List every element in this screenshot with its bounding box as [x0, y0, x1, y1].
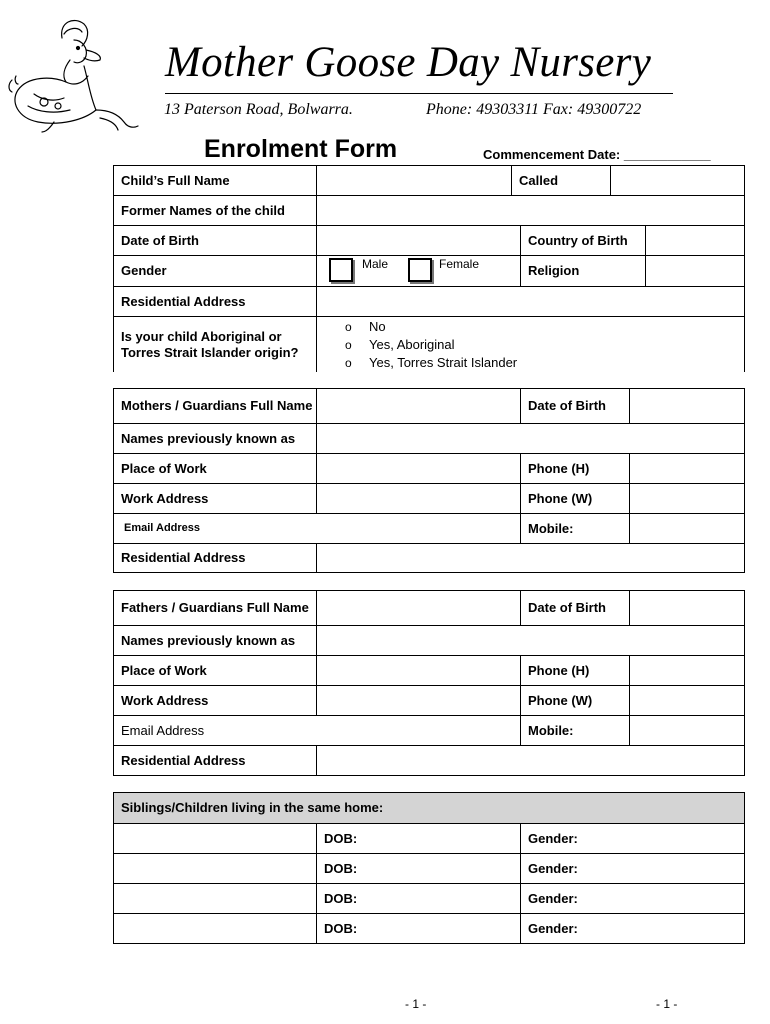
- mother-full-name-label: Mothers / Guardians Full Name: [113, 388, 317, 424]
- org-address: 13 Paterson Road, Bolwarra.: [164, 101, 353, 118]
- sibling-3-name-input[interactable]: [113, 883, 317, 914]
- sibling-4-name-input[interactable]: [113, 913, 317, 944]
- father-phone-h-input[interactable]: [629, 655, 745, 686]
- male-checkbox[interactable]: [329, 258, 353, 282]
- mother-goose-logo-icon: [4, 10, 154, 135]
- father-dob-label: Date of Birth: [520, 590, 630, 626]
- female-label: Female: [439, 257, 480, 271]
- mother-work-address-label: Work Address: [113, 483, 317, 514]
- mother-prev-names-input[interactable]: [316, 423, 745, 454]
- child-full-name-input[interactable]: [316, 165, 512, 196]
- gender-label: Gender: [113, 255, 317, 287]
- aboriginal-option-no[interactable]: o No: [345, 319, 386, 334]
- mother-prev-names-label: Names previously known as: [113, 423, 317, 454]
- father-dob-input[interactable]: [629, 590, 745, 626]
- org-phone-fax: Phone: 49303311 Fax: 49300722: [426, 101, 642, 118]
- father-phone-w-input[interactable]: [629, 685, 745, 716]
- father-prev-names-input[interactable]: [316, 625, 745, 656]
- father-work-place-input[interactable]: [316, 655, 521, 686]
- child-residential-label: Residential Address: [113, 286, 317, 317]
- aboriginal-option-aboriginal[interactable]: o Yes, Aboriginal: [345, 337, 455, 352]
- mother-dob-label: Date of Birth: [520, 388, 630, 424]
- child-full-name-label: Child’s Full Name: [113, 165, 317, 196]
- father-work-place-label: Place of Work: [113, 655, 317, 686]
- father-work-address-input[interactable]: [316, 685, 521, 716]
- country-of-birth-input[interactable]: [645, 225, 745, 256]
- father-mobile-label: Mobile:: [520, 715, 630, 746]
- sibling-1-gender[interactable]: Gender:: [520, 823, 745, 854]
- mother-work-place-input[interactable]: [316, 453, 521, 484]
- mother-dob-input[interactable]: [629, 388, 745, 424]
- child-residential-input[interactable]: [316, 286, 745, 317]
- sibling-2-dob[interactable]: DOB:: [316, 853, 521, 884]
- male-label: Male: [362, 257, 389, 271]
- called-label: Called: [511, 165, 611, 196]
- child-dob-input[interactable]: [316, 225, 521, 256]
- father-phone-w-label: Phone (W): [520, 685, 630, 716]
- sibling-1-name-input[interactable]: [113, 823, 317, 854]
- page-number-center: - 1 -: [405, 997, 427, 1011]
- aboriginal-option-torres-strait[interactable]: o Yes, Torres Strait Islander: [345, 355, 518, 370]
- religion-input[interactable]: [645, 255, 745, 287]
- sibling-2-gender[interactable]: Gender:: [520, 853, 745, 884]
- mother-phone-w-label: Phone (W): [520, 483, 630, 514]
- father-mobile-input[interactable]: [629, 715, 745, 746]
- form-title: Enrolment Form: [204, 135, 398, 163]
- called-input[interactable]: [610, 165, 745, 196]
- mother-work-place-label: Place of Work: [113, 453, 317, 484]
- mother-full-name-input[interactable]: [316, 388, 521, 424]
- religion-label: Religion: [520, 255, 646, 287]
- org-name: Mother Goose Day Nursery: [165, 39, 652, 86]
- former-names-input[interactable]: [316, 195, 745, 226]
- father-full-name-input[interactable]: [316, 590, 521, 626]
- child-dob-label: Date of Birth: [113, 225, 317, 256]
- father-residential-input[interactable]: [316, 745, 745, 776]
- commencement-date-field[interactable]: Commencement Date: ____________: [483, 147, 711, 162]
- father-prev-names-label: Names previously known as: [113, 625, 317, 656]
- header-rule: [165, 93, 673, 94]
- mother-residential-label: Residential Address: [113, 543, 317, 573]
- mother-phone-h-input[interactable]: [629, 453, 745, 484]
- mother-phone-h-label: Phone (H): [520, 453, 630, 484]
- mother-work-address-input[interactable]: [316, 483, 521, 514]
- former-names-label: Former Names of the child: [113, 195, 317, 226]
- sibling-4-gender[interactable]: Gender:: [520, 913, 745, 944]
- father-work-address-label: Work Address: [113, 685, 317, 716]
- mother-mobile-input[interactable]: [629, 513, 745, 544]
- sibling-3-gender[interactable]: Gender:: [520, 883, 745, 914]
- father-email-field[interactable]: Email Address: [113, 715, 521, 746]
- page-number-right: - 1 -: [656, 997, 678, 1011]
- father-phone-h-label: Phone (H): [520, 655, 630, 686]
- country-of-birth-label: Country of Birth: [520, 225, 646, 256]
- mother-residential-input[interactable]: [316, 543, 745, 573]
- father-full-name-label: Fathers / Guardians Full Name: [113, 590, 317, 626]
- father-residential-label: Residential Address: [113, 745, 317, 776]
- mother-phone-w-input[interactable]: [629, 483, 745, 514]
- siblings-header: Siblings/Children living in the same home:: [113, 792, 745, 824]
- sibling-3-dob[interactable]: DOB:: [316, 883, 521, 914]
- mother-email-field[interactable]: Email Address: [113, 513, 521, 544]
- sibling-1-dob[interactable]: DOB:: [316, 823, 521, 854]
- female-checkbox[interactable]: [408, 258, 432, 282]
- mother-mobile-label: Mobile:: [520, 513, 630, 544]
- sibling-2-name-input[interactable]: [113, 853, 317, 884]
- aboriginal-question-label: Is your child Aboriginal or Torres Strait Islander origin?: [113, 316, 317, 372]
- sibling-4-dob[interactable]: DOB:: [316, 913, 521, 944]
